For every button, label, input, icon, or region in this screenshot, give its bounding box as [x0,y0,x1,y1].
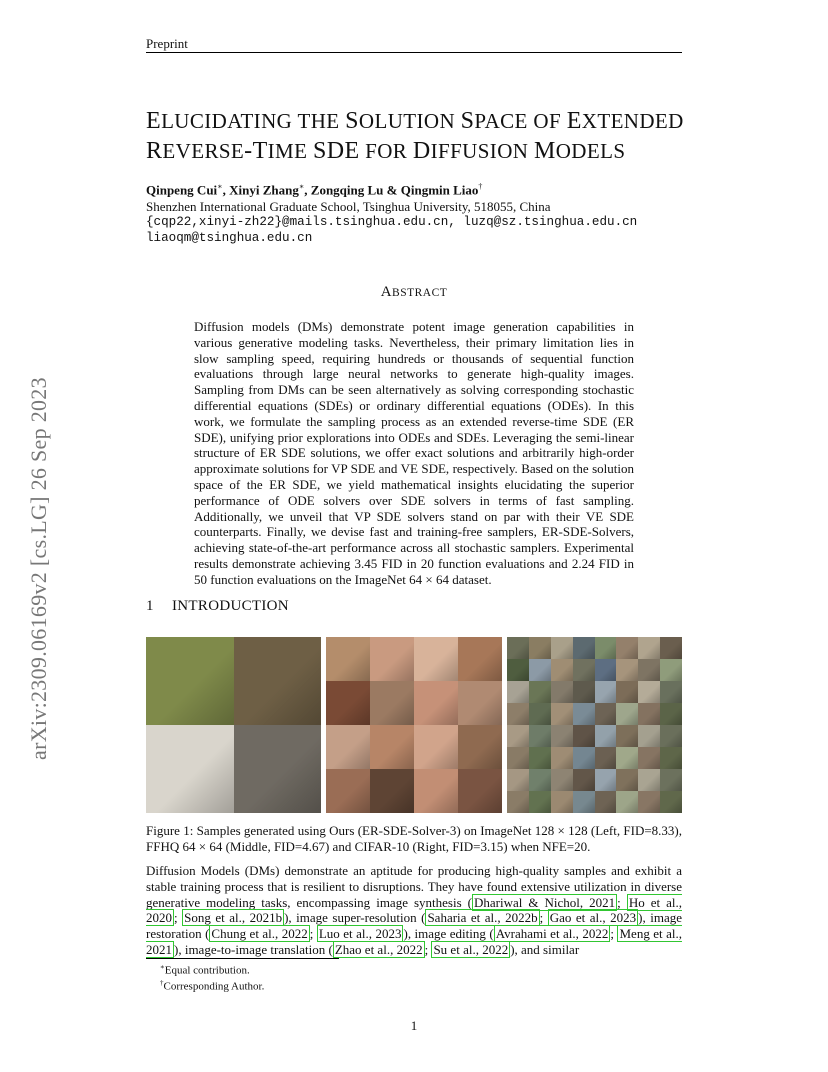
title-small: IFFUSION [430,139,534,163]
cifar-sample-image [616,791,638,813]
figure-caption: Figure 1: Samples generated using Ours (ER-SDE-Solver-3) on ImageNet 128 × 128 (Left, FID=8.33), FFHQ 64 × 64 (Middle, FID=4.67) and CIFAR-10 (Right, FID=3.15) when NFE=20. [146,823,682,854]
author-separator: , [222,182,230,198]
citation-link[interactable]: Su et al., 2022 [433,941,509,957]
body-text: ), image super-resolution ( [284,910,426,926]
body-text: ), image restoration ( [146,910,682,942]
cifar-sample-image [660,769,682,791]
cifar-sample-image [529,637,551,659]
title-cap: SDE [312,138,360,164]
ffhq-face-sample-image [326,725,370,769]
cifar-sample-image [660,637,682,659]
abstract-body: Diffusion models (DMs) demonstrate potent image generation capabilities in various generative modeling tasks. Nevertheless, their primary limitation lies in slow sampling speed, requiring hundreds or thousands of sequential function evaluations through large neural networks to generate high-quality images. Sampling from DMs can be seen alternatively as solving corresponding stochastic differential equations (SDEs) or ordinary differential equations (ODEs). In this work, we formulate the sampling process as an extended reverse-time SDE (ER SDE), unifying prior explorations into ODEs and SDEs. Leveraging the semi-linear structure of ER SDE solutions, we offer exact solutions and arbitrarily high-order approximate solutions for VP SDE and VE SDE, respectively. Based on the solution space of the ER SDE, we yield mathematical insights elucidating the superior performance of ODE solvers over SDE solvers in terms of fast sampling. Additionally, we unveil that VP SDE solvers stand on par with their VE SDE counterparts. Finally, we devise fast and training-free samplers, ER-SDE-Solvers, achieving state-of-the-art performance across all stochastic samplers. Experimental results demonstrate achieving 3.45 FID in 20 function evaluations and 2.24 FID in 50 function evaluations on the ImageNet 64 × 64 dataset. [194,319,634,587]
ffhq-face-sample-image [458,769,502,813]
title-small: OLUTION [358,109,461,133]
body-text: ; [309,926,317,942]
ffhq-face-sample-image [370,637,414,681]
cifar-sample-image [551,659,573,681]
cifar-sample-image [660,703,682,725]
citation-link[interactable]: Gao et al., 2023 [549,910,637,926]
cifar-sample-image [638,681,660,703]
cifar-sample-image [595,747,617,769]
cifar-sample-image [573,659,595,681]
cifar-sample-image [616,769,638,791]
ffhq-face-sample-image [326,637,370,681]
cifar-sample-image [507,725,529,747]
cifar-sample-image [660,725,682,747]
corresponding-author-mark: † [478,182,483,191]
cifar-sample-image [507,703,529,725]
cifar-sample-image [507,747,529,769]
cifar-sample-image [507,791,529,813]
ffhq-face-sample-image [326,681,370,725]
title-cap: R [146,138,163,164]
cifar-sample-image [638,637,660,659]
body-text: ; [610,926,618,942]
section-number: 1 [146,598,154,614]
title-line-2 [146,136,706,166]
cifar-sample-image [638,703,660,725]
cifar-sample-image [551,703,573,725]
section-title: INTRODUCTION [172,598,289,614]
cifar-sample-image [573,769,595,791]
cifar-sample-image [529,791,551,813]
figure-1 [146,637,682,813]
cifar-sample-image [616,725,638,747]
citation-link[interactable]: Saharia et al., 2022b [427,910,538,926]
intro-paragraph [146,863,682,958]
citation-link[interactable]: Dhariwal & Nichol, 2021 [474,894,616,910]
footnote-corresponding-author [160,979,264,993]
imagenet-sample-image [146,725,234,813]
cifar-sample-image [551,791,573,813]
section-heading [146,598,289,615]
cifar-sample-image [551,637,573,659]
title-cap: E [146,108,162,134]
citation-link[interactable]: Avrahami et al., 2022 [495,926,609,942]
page-number: 1 [410,1018,418,1033]
author-separator: , [304,182,311,198]
title-cap: S [460,108,475,134]
cifar-samples-panel [507,637,682,813]
title-line-1 [146,106,706,136]
footnote-mark: † [160,979,164,987]
email-line: {cqp22,xinyi-zh22}@mails.tsinghua.edu.cn, luzq@sz.tsinghua.edu.cn [146,215,638,229]
cifar-sample-image [638,725,660,747]
footnote-equal-contribution [160,963,250,977]
cifar-sample-image [638,659,660,681]
arxiv-stamp [26,290,56,760]
imagenet-sample-image [234,725,322,813]
cifar-sample-image [507,769,529,791]
ffhq-face-sample-image [414,681,458,725]
cifar-sample-image [551,681,573,703]
title-small: IME [267,139,313,163]
cifar-sample-image [507,681,529,703]
abstract-heading [146,284,682,301]
equal-contribution-mark: ∗ [298,182,305,191]
cifar-sample-image [595,681,617,703]
ffhq-face-sample-image [414,769,458,813]
cifar-sample-image [529,681,551,703]
body-text: ; [539,910,548,926]
cifar-sample-image [573,703,595,725]
footnote-text: Corresponding Author. [163,980,265,993]
abstract-heading-small: BSTRACT [392,287,448,299]
cifar-sample-image [551,725,573,747]
author-name: Qinpeng Cui [146,182,218,198]
cifar-sample-image [616,747,638,769]
cifar-sample-image [507,637,529,659]
ffhq-face-sample-image [458,725,502,769]
title-small: FOR [359,139,413,163]
title-small: XTENDED [581,109,684,133]
cifar-sample-image [616,681,638,703]
imagenet-sample-image [146,637,234,725]
citation-link[interactable]: Luo et al., 2023 [318,926,402,942]
title-cap: D [412,138,431,164]
cifar-sample-image [660,659,682,681]
citation-link[interactable]: Meng et al., 2021 [146,926,683,957]
body-text: ; [617,894,627,910]
ffhq-face-sample-image [370,769,414,813]
ffhq-face-sample-image [370,725,414,769]
ffhq-face-sample-image [458,637,502,681]
cifar-sample-image [595,659,617,681]
body-text: ), and similar [510,941,580,957]
abstract-heading-cap: A [380,284,393,300]
arxiv-stamp-text: arXiv:2309.06169v2 [cs.LG] 26 Sep 2023 [26,377,51,760]
cifar-sample-image [660,681,682,703]
author-name: Xinyi Zhang [229,182,299,198]
email-line: liaoqm@tsinghua.edu.cn [146,231,313,245]
cifar-sample-image [573,725,595,747]
cifar-sample-image [595,769,617,791]
citation-link[interactable]: Chung et al., 2022 [211,926,308,942]
cifar-sample-image [529,703,551,725]
equal-contribution-mark: ∗ [217,182,223,191]
cifar-sample-image [616,703,638,725]
ffhq-samples-panel [326,637,502,813]
cifar-sample-image [573,681,595,703]
body-text: ; [424,941,432,957]
title-small: LUCIDATING THE [161,109,346,133]
footnote-mark: ∗ [160,963,165,971]
cifar-sample-image [616,659,638,681]
citation-link[interactable]: Song et al., 2021b [184,910,283,926]
title-small: PACE OF [474,109,567,133]
cifar-sample-image [660,791,682,813]
body-text: ; [174,910,183,926]
cifar-sample-image [638,747,660,769]
title-small: ODELS [555,139,626,163]
ffhq-face-sample-image [326,769,370,813]
header-rule [146,52,682,53]
cifar-sample-image [551,747,573,769]
paper-title [146,106,706,166]
title-cap: M [533,138,556,164]
title-cap: S [345,108,359,134]
cifar-sample-image [529,659,551,681]
cifar-sample-image [638,791,660,813]
cifar-sample-image [573,747,595,769]
cifar-sample-image [573,637,595,659]
cifar-sample-image [660,747,682,769]
citation-link[interactable]: Ho et al., 2020 [146,894,682,926]
ffhq-face-sample-image [370,681,414,725]
author-name: Zongqing Lu & Qingmin Liao [310,182,479,198]
cifar-sample-image [573,791,595,813]
body-text: ), image-to-image translation ( [174,941,333,957]
running-header: Preprint [146,36,188,51]
imagenet-sample-image [234,637,322,725]
body-text: ), image editing ( [403,926,494,942]
cifar-sample-image [551,769,573,791]
footnote-rule [146,958,339,959]
imagenet-samples-panel [146,637,321,813]
title-cap: -T [244,138,268,164]
cifar-sample-image [529,769,551,791]
ffhq-face-sample-image [458,681,502,725]
cifar-sample-image [595,703,617,725]
affiliation: Shenzhen International Graduate School, Tsinghua University, 518055, China [146,199,551,214]
cifar-sample-image [507,659,529,681]
cifar-sample-image [595,791,617,813]
ffhq-face-sample-image [414,637,458,681]
cifar-sample-image [595,725,617,747]
title-cap: E [566,108,582,134]
footnote-text: Equal contribution. [164,964,250,977]
cifar-sample-image [595,637,617,659]
title-small: EVERSE [162,139,245,163]
author-list [146,182,482,198]
cifar-sample-image [529,725,551,747]
body-text: Diffusion Models (DMs) demonstrate an aptitude for producing high-quality samples and exhibit a stable training process that is resilient to disruptions. They have found extensive utilization in diverse generative modeling tasks, encompassing image synthesis ( [146,863,682,910]
ffhq-face-sample-image [414,725,458,769]
cifar-sample-image [616,637,638,659]
cifar-sample-image [529,747,551,769]
citation-link[interactable]: Zhao et al., 2022 [334,941,423,957]
cifar-sample-image [638,769,660,791]
